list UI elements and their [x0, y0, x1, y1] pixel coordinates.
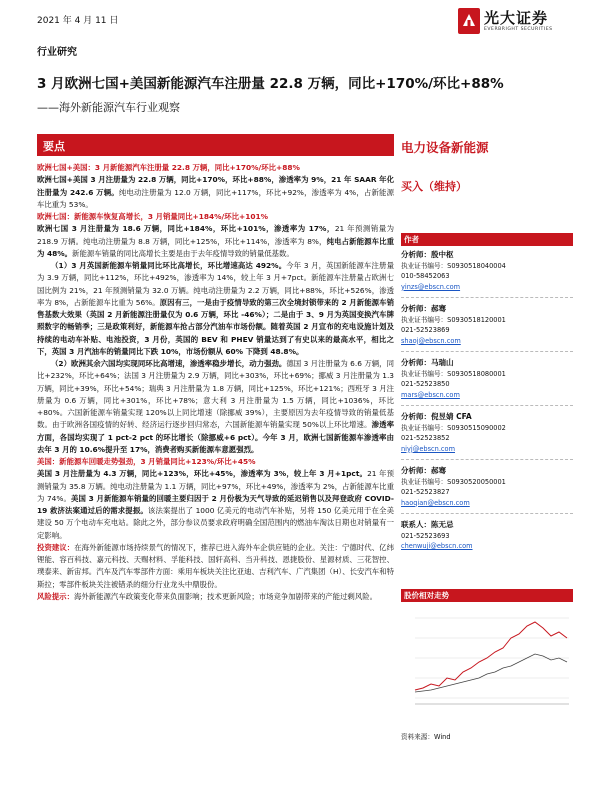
paragraph-bold: 欧洲七国+美国 3 月注册量为 22.8 万辆，同比+170%，环比+88%，渗透率为 9%，21 年 SAAR 年化注册量为 242.6 万辆。 [37, 175, 394, 197]
divider [401, 459, 573, 460]
paragraph-text: 21 年预测销量为 35.8 万辆。纯电动注册量为 1.1 万辆，同比+97%，环比+49%，渗透率为 2%，占新能源车比重为 74%。 [37, 469, 394, 503]
analyst-license: 执业证书编号：S0930518040004 [401, 261, 506, 270]
contact-phone: 021-52523693 [401, 531, 450, 540]
section-heading-us: 美国：新能源车回暖走势强劲，3 月销量同比+123%/环比+45% [37, 457, 256, 466]
contact-name: 联系人：陈无忌 [401, 520, 454, 529]
paragraph-six-countries [37, 358, 394, 456]
logo-text-en: EVERBRIGHT SECURITIES [484, 27, 553, 32]
analyst-card [401, 304, 573, 346]
section-heading-europe: 欧洲七国：新能源车恢复高增长，3 月销量同比+184%/环比+101% [37, 212, 269, 221]
company-logo [456, 6, 566, 40]
main-body [37, 162, 394, 603]
paragraph-text: 今年 3 月，英国新能源车注册量为 3.9 万辆，同比+112%，环比+492%，渗透率为 14%，较上年 3 月+7pct。新能源车注册量占欧洲七国比例为 21%，21 年预测销量为 32.0 万辆。纯电动注册量为 2.2 万辆，同比+88%，环比+526%，渗透率为 8%，占新能源车比重为 56%。 [37, 261, 394, 307]
analyst-email-link[interactable]: shaoj@ebscn.com [401, 336, 461, 345]
paragraph-bold: 纯电占新能源车比重为 48%。 [37, 236, 394, 258]
stock-chart-bar [401, 589, 573, 602]
stock-chart-label: 股价相对走势 [404, 591, 449, 600]
analyst-card [401, 250, 573, 292]
analyst-license: 执业证书编号：S0930518080001 [401, 369, 506, 378]
divider [401, 405, 573, 406]
key-points-label: 要点 [43, 140, 65, 153]
industry-index-line [415, 622, 567, 690]
analyst-name: 分析师：郝骞 [401, 466, 446, 475]
analyst-phone: 010-58452063 [401, 272, 450, 281]
section-heading-europe-us: 欧洲七国+美国：3 月新能源汽车注册量 22.8 万辆，同比+170%/环比+88% [37, 163, 300, 172]
paragraph-text: 新能源车销量的同比高增长主要是由于去年疫情导致的销量低基数。 [72, 248, 294, 258]
contact-card [401, 520, 573, 552]
paragraph-text: 海外新能源汽车政策变化带来负面影响；技术更新风险；市场竞争加剧带来的产能过剩风险。 [73, 591, 377, 601]
investment-label: 投资建议： [37, 542, 75, 552]
benchmark-index-line [415, 654, 567, 692]
paragraph-europe-us [37, 174, 394, 211]
analyst-email-link[interactable]: mars@ebscn.com [401, 390, 460, 399]
report-date: 2021 年 4 月 11 日 [37, 16, 119, 26]
paragraph-europe [37, 223, 394, 260]
analyst-email-link[interactable]: niyj@ebscn.com [401, 444, 455, 453]
divider [401, 513, 573, 514]
contact-email-link[interactable]: chenwuji@ebscn.com [401, 542, 473, 551]
risk-label: 风险提示： [37, 591, 74, 601]
analyst-card [401, 466, 573, 508]
analyst-card [401, 412, 573, 454]
paragraph-us [37, 468, 394, 542]
analyst-phone: 021-52523869 [401, 326, 450, 335]
paragraph-risk [37, 591, 394, 603]
report-subtitle: ——海外新能源汽车行业观察 [37, 101, 180, 114]
report-category: 行业研究 [37, 47, 77, 58]
analyst-email-link[interactable]: yinzs@ebscn.com [401, 282, 461, 291]
paragraph-bold: 欧洲七国 3 月注册量为 18.6 万辆，同比+184%，环比+101%，渗透率为 17%， [37, 224, 335, 234]
paragraph-uk [37, 260, 394, 358]
rating: 买入（维持） [401, 180, 467, 193]
analyst-phone: 021-52523850 [401, 380, 450, 389]
paragraph-text: 在海外新能源市场持续景气的情况下，推荐已进入海外车企供应链的企业。关注：宁德时代、亿纬锂能、容百科技、嘉元科技、天赐材料、孚能科技、国轩高科、当升科技、恩捷股份、星源材质、三花智控、璞泰来、新宙邦。汽车及汽车零部件方面：乘用车板块关注比亚迪、吉利汽车、广汽集团（H）、长安汽车和特斯拉；零部件板块关注被错杀的细分行业龙头中鼎股份。 [37, 542, 394, 589]
authors-bar [401, 233, 573, 246]
paragraph-bold: （2）欧洲其余六国均实现同环比高增速，渗透率稳步增长，动力强劲。 [51, 359, 287, 368]
analyst-phone: 021-52523852 [401, 434, 450, 443]
authors-label: 作者 [404, 235, 419, 244]
analyst-license: 执业证书编号：S0930520050001 [401, 477, 506, 486]
divider [401, 351, 573, 352]
key-points-bar [37, 134, 394, 156]
analyst-card [401, 358, 573, 400]
analyst-name: 分析师：倪昱婧 CFA [401, 412, 472, 421]
paragraph-text: 该法案提出了 1000 亿美元的电动汽车补贴，另将 150 亿美元用于在全美建设 50 万个电动车充电站。除此之外，部分参议员要求政府明确全国范围内的燃油车淘汰日期也对销量有一定影响。 [37, 506, 394, 540]
logo-mark-icon [456, 6, 482, 36]
paragraph-bold: 渗透率方面，各国均实现了 1 pct-2 pct 的环比增长（除挪威+6 pct）。今年 3 月，欧洲七国新能源车渗透率由去年 3 月的 10.6%提升至 17%，消费者购买新能源车意愿强烈。 [37, 420, 394, 454]
stock-relative-performance-chart [401, 608, 573, 724]
analyst-email-link[interactable]: haoqian@ebscn.com [401, 498, 470, 507]
chart-source: 资料来源：Wind [401, 733, 451, 741]
analyst-license: 执业证书编号：S0930515090002 [401, 423, 506, 432]
paragraph-text: 21 年预测销量为 218.9 万辆。纯电动注册量为 8.8 万辆，同比+125%，环比+114%，渗透率为 8%， [37, 224, 394, 246]
analyst-name: 分析师：郝骞 [401, 304, 446, 313]
analyst-license: 执业证书编号：S0930518120001 [401, 315, 506, 324]
analyst-name: 分析师：马瑞山 [401, 358, 454, 367]
paragraph-bold: 美国 3 月新能源车销量的回暖主要归因于 2 月份极为天气导致的延迟销售以及拜登政府 COVID-19 救济法案通过后的需求提振。 [37, 493, 394, 515]
analyst-name: 分析师：殷中枢 [401, 250, 454, 259]
paragraph-text: 纯电动注册量为 12.0 万辆，同比+117%，环比+92%，渗透率为 4%，占新能源车比重为 53%。 [37, 187, 394, 209]
report-title: 3 月欧洲七国+美国新能源汽车注册量 22.8 万辆，同比+170%/环比+88% [37, 76, 504, 92]
industry-name: 电力设备新能源 [401, 140, 489, 155]
paragraph-text: 德国 3 月注册量为 6.6 万辆，同比+232%，环比+64%；法国 3 月注册量为 2.9 万辆，同比+303%，环比+69%；挪威 3 月注册量为 1.3 万辆，同比+39%，环比+54%；瑞典 3 月注册量为 1.8 万辆，同比+125%，环比+121%；西班牙 3 月注册量为 0.6 万辆，同比+301%，环比+78%；意大利 3 月注册量为 1.5 万辆，同比+1036%，环比+80%。六国新能源车销量实现 120%以上同比增速（除挪威 39%），主要原因为去年疫情导致的销量低基数。由于欧洲各国疫情的好转、经济运行逐步回归常态，六国新能源车销量实现 50%以上环比增速。 [37, 359, 394, 430]
paragraph-bold: （1）3 月英国新能源车销量同比环比高增长，环比增速高达 492%。 [51, 261, 287, 270]
paragraph-bold: 原因有三，一是由于疫情导致的第三次全境封锁带来的 2 月新能源车销售基数大效果（英国 2 月新能源注册量仅为 0.6 万辆，环比 -46%）；二是由于 3、9 月为英国变换汽车牌照数字的畅销季；三是政策利好，新能源车抢占部分汽油车市场份额。随着英国 2 月宣布的充电设施计划及持续的电动车补贴、电池投资，3 月份，英国的 BEV 和 PHEV 销量达到了有史以来的最高水平，相比之下，英国 3 月汽油车的销量同比下跌 10%，市场份额从 60% 下降到 48.8%。 [37, 297, 394, 356]
paragraph-investment [37, 542, 394, 591]
logo-text-cn: 光大证券 [484, 9, 549, 27]
divider [401, 297, 573, 298]
analyst-phone: 021-52523827 [401, 488, 450, 497]
paragraph-bold: 美国 3 月注册量为 4.3 万辆，同比+123%，环比+45%，渗透率为 3%，较上年 3 月+1pct。 [37, 469, 368, 479]
